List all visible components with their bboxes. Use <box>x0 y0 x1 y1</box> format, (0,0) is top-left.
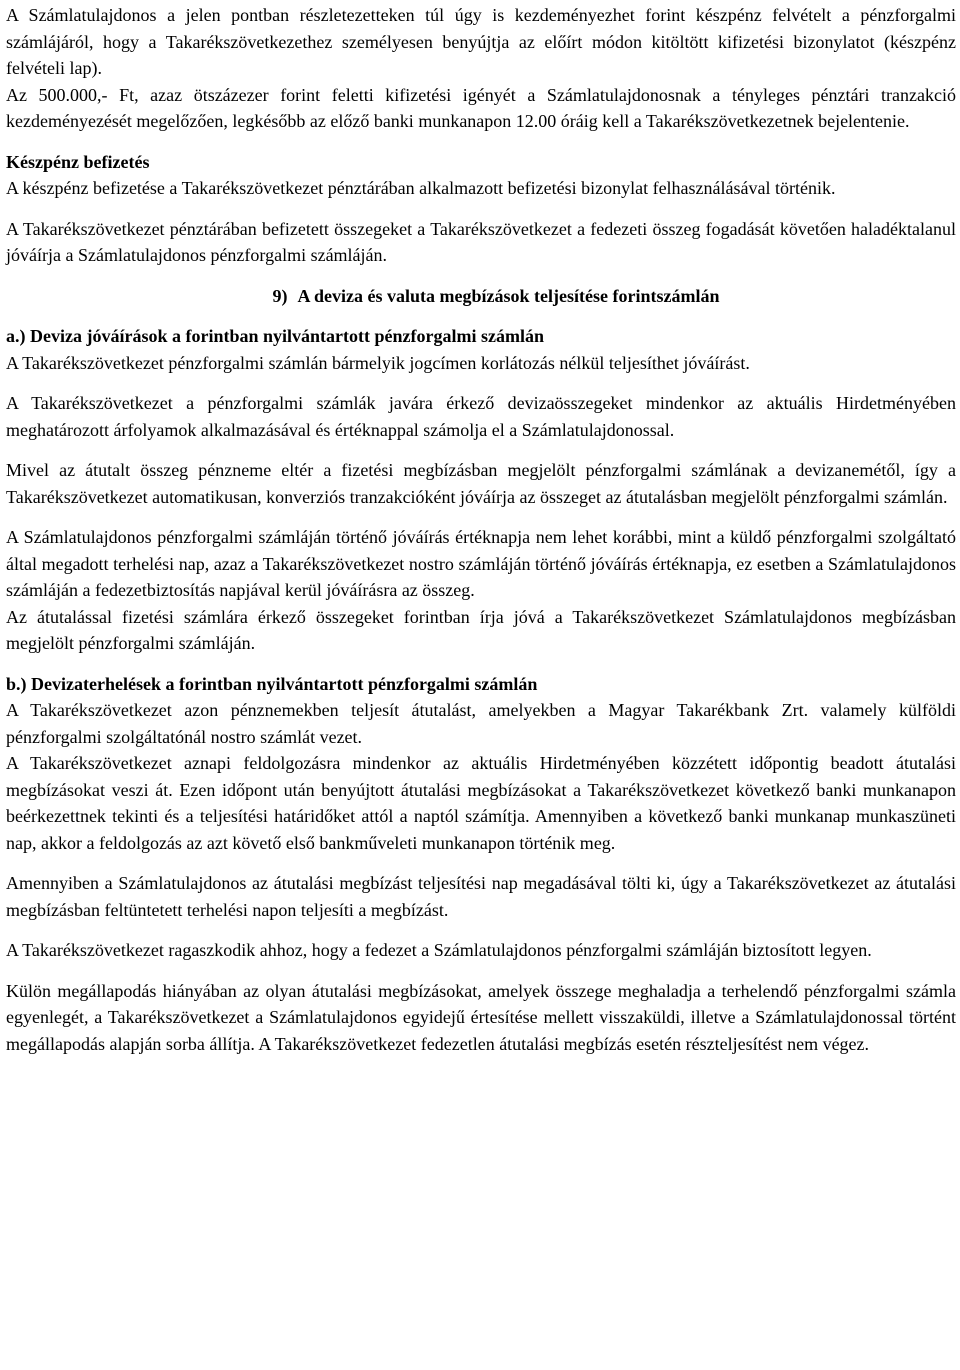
paragraph-processing-cutoff: A Takarékszövetkezet aznapi feldolgozásra mindenkor az aktuális Hirdetményében közzétett időpontig beadott átutalási megbízásokat veszi át. Ezen időpont után benyújtott átutalási megbízásokat a Takarékszövetkezet következő banki munkanapon beérkezettnek tekinti és a teljesítési határidőket attól a naptól számítja. Amennyiben a következő banki munkanap munkaszüneti nap, akkor a feldolgozás az azt követő első bankműveleti munkanapon történik meg. <box>6 753 956 853</box>
paragraph-value-date: A Számlatulajdonos pénzforgalmi számláján történő jóváírás értéknapja nem lehet korábbi, mint a küldő pénzforgalmi szolgáltató által megadott terhelési nap, azaz a Takarékszövetkezet nostro számláján történő jóváírás értéknapja, ez esetben a Számlatulajdonos számláján a fedezetbiztosítás napjával kerül jóváírásra az összeg. <box>6 527 956 600</box>
spacer <box>6 510 956 524</box>
spacer <box>6 269 956 283</box>
paragraph-cash-deposit: A készpénz befizetése a Takarékszövetkezet pénztárában alkalmazott befizetési bizonylat felhasználásával történik. <box>6 178 836 198</box>
paragraph-coverage: A Takarékszövetkezet ragaszkodik ahhoz, hogy a fedezet a Számlatulajdonos pénzforgalmi számláján biztosított legyen. <box>6 940 872 960</box>
paragraph-cash-withdrawal-in-person: A Számlatulajdonos a jelen pontban részletezetteken túl úgy is kezdeményezhet forint készpénz felvételt a pénzforgalmi számlájáról, hogy a Takarékszövetkezethez személyesen benyújtja az előírt módon kitöltött kifizetési bizonylatot (készpénz felvételi lap). <box>6 5 956 78</box>
heading-cash-deposit: Készpénz befizetés <box>6 151 150 172</box>
paragraph-credit-in-forint: Az átutalással fizetési számlára érkező összegeket forintban írja jóvá a Takarékszövetkezet Számlatulajdonos megbízásban megjelölt pénzforgalmi számláján. <box>6 606 956 653</box>
paragraph-credits-any-title: A Takarékszövetkezet pénzforgalmi számlán bármelyik jogcímen korlátozás nélkül teljesíthet jóváírást. <box>6 352 750 373</box>
spacer <box>6 202 956 216</box>
paragraph-insufficient-funds: Külön megállapodás hiányában az olyan átutalási megbízásokat, amelyek összege meghaladja a terhelendő pénzforgalmi számla egyenlegét, a Takarékszövetkezet a Számlatulajdonos egyidejű értesítése mellett visszaküldi, illetve a Számlatulajdonossal történt megállapodás alapján sorba állítja. A Takarékszövetkezet fedezetlen átutalási megbízás esetén részteljesítést nem végez. <box>6 980 956 1054</box>
section-title <box>6 283 956 310</box>
spacer <box>6 376 956 390</box>
spacer <box>6 135 956 149</box>
paragraph-currencies: A Takarékszövetkezet azon pénznemekben teljesít átutalást, amelyekben a Magyar Takarékbank Zrt. valamely külföldi pénzforgalmi szolgáltatónál nostro számlát vezet. <box>6 700 956 747</box>
paragraph-execution-date: Amennyiben a Számlatulajdonos az átutalási megbízást teljesítési nap megadásával tölti ki, úgy a Takarékszövetkezet az átutalási megbízásban feltüntetett terhelési napon teljesíti a megbízást. <box>6 873 956 920</box>
spacer <box>6 923 956 937</box>
paragraph-deposit-crediting: A Takarékszövetkezet pénztárában befizetett összegeket a Takarékszövetkezet a fedezeti összeg fogadását követően haladéktalanul jóváírja a Számlatulajdonos pénzforgalmi számláján. <box>6 218 956 265</box>
section-title-text: A deviza és valuta megbízások teljesítése forintszámlán <box>297 285 720 306</box>
paragraph-withdrawal-notice: Az 500.000,- Ft, azaz ötszázezer forint feletti kifizetési igényét a Számlatulajdonosnak a tényleges pénztári tranzakció kezdeményezését megelőzően, legkésőbb az előző banki munkanapon 12.00 óráig kell a Takarékszövetkezetnek bejelentenie. <box>6 84 956 131</box>
heading-b-foreign-currency-debits: b.) Devizaterhelések a forintban nyilvántartott pénzforgalmi számlán <box>6 673 538 694</box>
section-number: 9) <box>272 285 288 306</box>
heading-a-foreign-currency-credits: a.) Deviza jóváírások a forintban nyilvántartott pénzforgalmi számlán <box>6 326 544 346</box>
spacer <box>6 309 956 323</box>
paragraph-conversion: Mivel az átutalt összeg pénzneme eltér a fizetési megbízásban megjelölt pénzforgalmi számlának a devizanemétől, így a Takarékszövetkezet automatikusan, konverziós tranzakcióként jóváírja az összeget az átutalásban megjelölt pénzforgalmi számlán. <box>6 460 956 507</box>
spacer <box>6 443 956 457</box>
spacer <box>6 657 956 671</box>
spacer <box>6 856 956 870</box>
spacer <box>6 964 956 978</box>
paragraph-exchange-rates: A Takarékszövetkezet a pénzforgalmi számlák javára érkező devizaösszegeket mindenkor az aktuális Hirdetményében meghatározott árfolyamok alkalmazásával és értéknappal számolja el a Számlatulajdonossal. <box>6 393 956 440</box>
